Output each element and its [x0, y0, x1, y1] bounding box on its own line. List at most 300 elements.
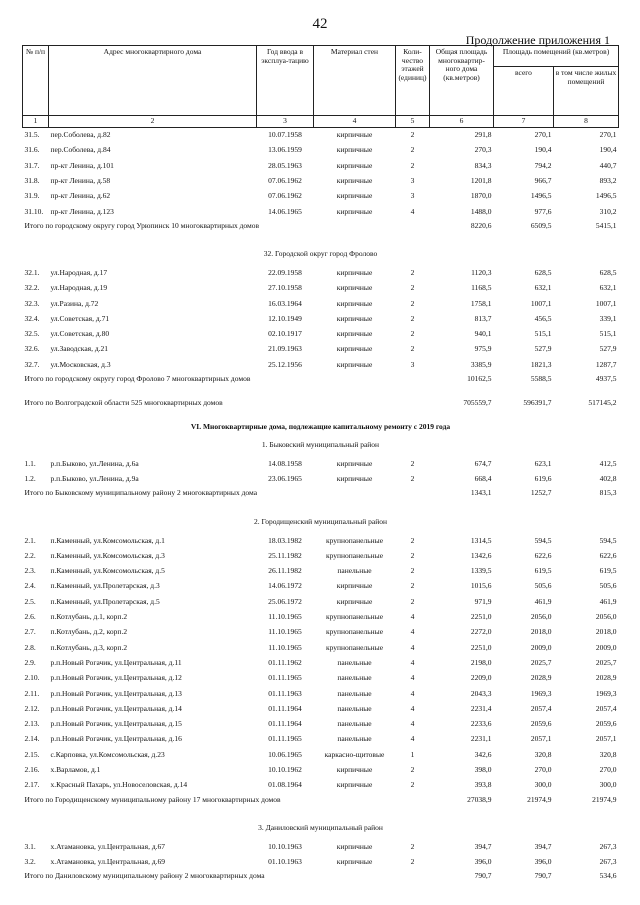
row-total-area: 1314,5: [470, 535, 492, 545]
row-address: ул.Советская, д.80: [50, 329, 110, 339]
column-number: 6: [430, 116, 494, 128]
row-total-area: 1201,8: [470, 176, 492, 186]
row-area-all: 2057,4: [530, 703, 552, 713]
table-body: [23, 127, 619, 893]
section-heading: [23, 243, 619, 265]
total-area: 10162,5: [467, 373, 492, 383]
row-year: 10.07.1958: [268, 130, 302, 140]
section-label: 32. Городской округ город Фролово: [263, 249, 378, 259]
row-area-living: 1287,7: [595, 359, 617, 369]
section-label: 2. Городищенский муниципальный район: [254, 516, 387, 526]
row-total-area: 2272,0: [470, 627, 492, 637]
row-year: 25.11.1982: [268, 550, 302, 560]
table-row: [23, 295, 619, 310]
row-floors: 2: [410, 283, 415, 293]
row-area-living: 270,1: [599, 130, 617, 140]
table-row: [23, 640, 619, 655]
row-number: 2.5.: [24, 596, 36, 606]
row-floors: 2: [410, 130, 415, 140]
row-total-area: 291,8: [474, 130, 492, 140]
row-address: р.п.Новый Рогачик, ул.Центральная, д.15: [50, 719, 182, 729]
row-floors: 2: [410, 581, 415, 591]
row-year: 10.06.1965: [268, 749, 302, 759]
row-number: 32.7.: [24, 359, 40, 369]
row-address: р.п.Быково, ул.Ленина, д.6а: [50, 459, 139, 468]
row-material: кирпичные: [336, 474, 373, 484]
total-label: Итого по Волгоградской области 525 многоквартирных домов: [24, 397, 223, 407]
row-material: кирпичные: [336, 329, 373, 339]
row-material: кирпичные: [336, 298, 373, 308]
row-material: кирпичные: [336, 856, 373, 866]
row-material: кирпичные: [336, 206, 373, 216]
row-floors: 4: [410, 206, 415, 216]
row-floors: 2: [410, 459, 415, 468]
header-floors: Коли-чество этажей (единиц): [396, 46, 430, 116]
row-address: х.Красный Пахарь, ул.Новоселовская, д.14: [50, 780, 188, 790]
row-area-all: 2059,6: [530, 719, 552, 729]
column-number: 5: [396, 116, 430, 128]
row-total-area: 2251,0: [470, 642, 492, 652]
row-area-living: 440,7: [599, 160, 617, 170]
row-address: п.Каменный, ул.Комсомольская, д.1: [50, 535, 165, 545]
section-label: VI. Многоквартирные дома, подлежащие капитальному ремонту с 2019 года: [190, 422, 451, 432]
row-total-area: 342,6: [474, 749, 492, 759]
total-area: 27038,9: [467, 794, 492, 804]
row-year: 21.09.1963: [268, 344, 302, 354]
row-material: кирпичные: [336, 359, 373, 369]
total-label: Итого по Быковскому муниципальному району 2 многоквартирных дома: [24, 488, 258, 498]
total-area-all: 21974,9: [527, 794, 552, 804]
row-address: х.Атамановка, ул.Центральная, д.69: [50, 856, 166, 866]
row-address: п.Котлубань, д.3, корп.2: [50, 642, 128, 652]
row-address: пр-кт Ленина, д.62: [50, 191, 111, 201]
row-total-area: 2231,1: [470, 734, 492, 744]
row-area-all: 1496,5: [530, 191, 552, 201]
table-row: [23, 357, 619, 372]
row-year: 13.06.1959: [268, 145, 302, 155]
row-area-living: 632,1: [599, 283, 617, 293]
row-area-living: 619,5: [599, 566, 617, 576]
row-number: 2.6.: [24, 612, 36, 622]
table-row: [23, 839, 619, 854]
row-area-living: 2028,9: [595, 673, 617, 683]
row-address: р.п.Быково, ул.Ленина, д.9а: [50, 474, 139, 484]
row-material: кирпичные: [336, 176, 373, 186]
row-material: крупнопанельные: [325, 612, 384, 622]
row-total-area: 1758,1: [470, 298, 492, 308]
row-year: 01.11.1962: [268, 657, 302, 667]
row-floors: 4: [410, 627, 415, 637]
row-floors: 2: [410, 145, 415, 155]
total-area-all: 596391,7: [523, 397, 552, 407]
row-total-area: 940,1: [474, 329, 492, 339]
table-row: [23, 548, 619, 563]
row-number: 2.1.: [24, 535, 36, 545]
row-number: 3.1.: [24, 841, 36, 851]
row-number: 32.4.: [24, 313, 40, 323]
row-area-all: 2018,0: [530, 627, 552, 637]
row-area-living: 622,6: [599, 550, 617, 560]
row-year: 11.10.1965: [268, 627, 302, 637]
table-row: [23, 609, 619, 624]
row-floors: 4: [410, 673, 415, 683]
row-address: с.Карповка, ул.Комсомольская, д.23: [50, 749, 165, 759]
table-row: [23, 747, 619, 762]
row-address: п.Каменный, ул.Пролетарская, д.5: [50, 596, 160, 606]
row-area-all: 632,1: [534, 283, 552, 293]
total-area-living: 815,3: [599, 488, 617, 498]
row-number: 32.2.: [24, 283, 40, 293]
total-area-all: 1252,7: [530, 488, 552, 498]
row-year: 12.10.1949: [268, 313, 302, 323]
row-floors: 4: [410, 688, 415, 698]
row-total-area: 393,8: [474, 780, 492, 790]
table-row: [23, 471, 619, 486]
header-all: всего: [494, 67, 554, 116]
row-floors: 2: [410, 535, 415, 545]
row-address: ул.Советская, д.71: [50, 313, 110, 323]
row-total-area: 1870,0: [470, 191, 492, 201]
table-row: [23, 563, 619, 578]
row-material: панельные: [337, 703, 372, 713]
table-row: [23, 854, 619, 869]
row-address: х.Атамановка, ул.Центральная, д.67: [50, 841, 166, 851]
table-row: [23, 731, 619, 746]
row-floors: 2: [410, 856, 415, 866]
row-year: 22.09.1958: [268, 267, 302, 277]
row-area-all: 977,6: [534, 206, 552, 216]
total-area-all: 5588,5: [530, 373, 552, 383]
row-floors: 1: [410, 749, 415, 759]
row-total-area: 396,0: [474, 856, 492, 866]
row-area-all: 2025,7: [530, 657, 552, 667]
table-row: [23, 265, 619, 280]
row-year: 01.08.1964: [268, 780, 302, 790]
table-row: [23, 624, 619, 639]
row-area-living: 270,0: [599, 765, 617, 775]
row-floors: 4: [410, 734, 415, 744]
row-address: п.Каменный, ул.Комсомольская, д.5: [50, 566, 165, 576]
row-floors: 3: [410, 191, 415, 201]
row-year: 10.10.1963: [268, 841, 302, 851]
row-area-living: 594,5: [599, 535, 617, 545]
total-area: 8220,6: [470, 220, 492, 230]
row-area-all: 794,2: [534, 160, 552, 170]
row-area-all: 515,1: [534, 329, 552, 339]
table-row: [23, 127, 619, 142]
row-area-all: 396,0: [534, 856, 552, 866]
row-year: 26.11.1982: [268, 566, 302, 576]
row-number: 32.6.: [24, 344, 40, 354]
row-material: кирпичные: [336, 283, 373, 293]
table-row: [23, 532, 619, 547]
row-area-living: 267,3: [599, 841, 617, 851]
row-area-living: 190,4: [599, 145, 617, 155]
row-number: 2.10.: [24, 673, 40, 683]
row-number: 31.10.: [24, 206, 44, 216]
total-row: [23, 396, 619, 420]
section-label: 1. Быковский муниципальный район: [261, 440, 380, 450]
row-year: 01.11.1965: [268, 673, 302, 683]
table-row: [23, 578, 619, 593]
table-row: [23, 173, 619, 188]
row-material: кирпичные: [336, 267, 373, 277]
row-floors: 4: [410, 657, 415, 667]
row-floors: 2: [410, 780, 415, 790]
row-area-living: 2057,4: [595, 703, 617, 713]
row-material: панельные: [337, 719, 372, 729]
row-area-living: 339,1: [599, 313, 617, 323]
row-number: 2.4.: [24, 581, 36, 591]
table-row: [23, 280, 619, 295]
row-number: 2.7.: [24, 627, 36, 637]
row-area-all: 1007,1: [530, 298, 552, 308]
row-floors: 2: [410, 329, 415, 339]
header-premises-area: Площадь помещений (кв.метров): [494, 46, 619, 67]
continuation-label: Продолжение приложения 1: [465, 33, 610, 47]
chapter-heading: [23, 420, 619, 434]
row-area-living: 1496,5: [595, 191, 617, 201]
row-address: р.п.Новый Рогачик, ул.Центральная, д.13: [50, 688, 182, 698]
row-area-all: 2028,9: [530, 673, 552, 683]
row-number: 2.13.: [24, 719, 40, 729]
row-address: р.п.Новый Рогачик, ул.Центральная, д.14: [50, 703, 182, 713]
row-area-living: 412,5: [599, 459, 617, 468]
row-material: кирпичные: [336, 780, 373, 790]
row-floors: 4: [410, 703, 415, 713]
row-number: 2.2.: [24, 550, 36, 560]
row-area-living: 461,9: [599, 596, 617, 606]
row-floors: 2: [410, 344, 415, 354]
row-area-living: 1007,1: [595, 298, 617, 308]
row-material: панельные: [337, 688, 372, 698]
table-row: [23, 311, 619, 326]
table-row: [23, 456, 619, 471]
row-area-all: 623,1: [534, 459, 552, 468]
total-row: [23, 219, 619, 243]
total-row: [23, 869, 619, 893]
header-number: № п/п: [23, 46, 49, 116]
row-total-area: 834,3: [474, 160, 492, 170]
row-area-living: 505,6: [599, 581, 617, 591]
row-area-all: 2057,1: [530, 734, 552, 744]
column-number: 2: [49, 116, 257, 128]
table-row: [23, 762, 619, 777]
row-material: панельные: [337, 673, 372, 683]
row-number: 1.1.: [24, 459, 36, 468]
row-total-area: 2251,0: [470, 612, 492, 622]
total-area: 1343,1: [470, 488, 492, 498]
row-area-all: 505,6: [534, 581, 552, 591]
row-material: кирпичные: [336, 145, 373, 155]
row-number: 31.6.: [24, 145, 40, 155]
row-material: панельные: [337, 734, 372, 744]
row-year: 25.06.1972: [268, 596, 302, 606]
row-year: 27.10.1958: [268, 283, 302, 293]
row-address: пер.Соболева, д.84: [50, 145, 111, 155]
total-area-living: 517145,2: [588, 397, 617, 407]
row-total-area: 270,3: [474, 145, 492, 155]
header-material: Материал стен: [314, 46, 396, 116]
row-area-all: 320,8: [534, 749, 552, 759]
table-row: [23, 777, 619, 792]
row-material: кирпичные: [336, 313, 373, 323]
row-number: 2.15.: [24, 749, 40, 759]
row-area-all: 1821,3: [530, 359, 552, 369]
row-total-area: 2043,3: [470, 688, 492, 698]
row-floors: 4: [410, 612, 415, 622]
row-address: пр-кт Ленина, д.58: [50, 176, 111, 186]
row-year: 11.10.1965: [268, 612, 302, 622]
row-area-living: 320,8: [599, 749, 617, 759]
column-number: 4: [314, 116, 396, 128]
total-label: Итого по Городищенскому муниципальному району 17 многоквартирных домов: [24, 794, 281, 804]
row-number: 3.2.: [24, 856, 36, 866]
row-material: кирпичные: [336, 160, 373, 170]
row-area-living: 2025,7: [595, 657, 617, 667]
row-address: ул.Народная, д.17: [50, 267, 108, 277]
row-area-all: 270,1: [534, 130, 552, 140]
row-area-all: 619,5: [534, 566, 552, 576]
row-address: ул.Заводская, д.21: [50, 344, 109, 354]
row-address: ул.Народная, д.19: [50, 283, 108, 293]
table-row: [23, 326, 619, 341]
row-area-living: 402,8: [599, 474, 617, 484]
total-row: [23, 372, 619, 396]
row-area-all: 527,9: [534, 344, 552, 354]
row-year: 02.10.1917: [268, 329, 302, 339]
row-floors: 2: [410, 160, 415, 170]
row-number: 2.8.: [24, 642, 36, 652]
row-material: крупнопанельные: [325, 550, 384, 560]
header-total-area: Общая площадь многоквартир-ного дома (кв.метров): [430, 46, 494, 116]
row-floors: 4: [410, 719, 415, 729]
row-floors: 2: [410, 267, 415, 277]
row-area-all: 190,4: [534, 145, 552, 155]
row-area-living: 2018,0: [595, 627, 617, 637]
row-material: панельные: [337, 566, 372, 576]
row-year: 10.10.1962: [268, 765, 302, 775]
row-year: 28.05.1963: [268, 160, 302, 170]
table-row: [23, 670, 619, 685]
row-year: 23.06.1965: [268, 474, 302, 484]
row-total-area: 394,7: [474, 841, 492, 851]
table-row: [23, 685, 619, 700]
row-number: 2.9.: [24, 657, 36, 667]
row-year: 07.06.1962: [268, 191, 302, 201]
row-area-living: 1969,3: [595, 688, 617, 698]
row-material: крупнопанельные: [325, 627, 384, 637]
row-total-area: 2233,6: [470, 719, 492, 729]
row-material: крупнопанельные: [325, 535, 384, 545]
row-total-area: 2231,4: [470, 703, 492, 713]
row-year: 07.06.1962: [268, 176, 302, 186]
housing-table: [22, 45, 619, 893]
row-area-living: 628,5: [599, 267, 617, 277]
row-area-living: 2059,6: [595, 719, 617, 729]
row-number: 1.2.: [24, 474, 36, 484]
row-year: 01.11.1965: [268, 734, 302, 744]
row-total-area: 674,7: [474, 459, 492, 468]
row-floors: 2: [410, 765, 415, 775]
table-header: [23, 46, 619, 128]
total-label: Итого по городскому округу город Урюпинск 10 многоквартирных домов: [24, 220, 260, 230]
row-year: 01.10.1963: [268, 856, 302, 866]
row-area-all: 394,7: [534, 841, 552, 851]
row-address: п.Котлубань, д.2, корп.2: [50, 627, 128, 637]
total-area-living: 4937,5: [595, 373, 617, 383]
column-number: 7: [494, 116, 554, 128]
row-number: 31.9.: [24, 191, 40, 201]
row-number: 31.8.: [24, 176, 40, 186]
table-row: [23, 655, 619, 670]
row-area-living: 2057,1: [595, 734, 617, 744]
row-number: 2.14.: [24, 734, 40, 744]
row-material: кирпичные: [336, 596, 373, 606]
row-number: 32.1.: [24, 267, 40, 277]
row-area-living: 893,2: [599, 176, 617, 186]
row-floors: 2: [410, 596, 415, 606]
row-area-all: 628,5: [534, 267, 552, 277]
row-total-area: 2198,0: [470, 657, 492, 667]
row-number: 2.12.: [24, 703, 40, 713]
row-floors: 2: [410, 566, 415, 576]
row-material: крупнопанельные: [325, 642, 384, 652]
total-area: 790,7: [474, 871, 492, 881]
row-area-all: 2056,0: [530, 612, 552, 622]
row-year: 01.11.1964: [268, 719, 302, 729]
row-total-area: 668,4: [474, 474, 492, 484]
row-year: 11.10.1965: [268, 642, 302, 652]
table-row: [23, 142, 619, 157]
table-row: [23, 188, 619, 203]
row-number: 2.3.: [24, 566, 36, 576]
row-total-area: 1342,6: [470, 550, 492, 560]
row-address: пр-кт Ленина, д.123: [50, 206, 114, 216]
table-row: [23, 701, 619, 716]
row-total-area: 1339,5: [470, 566, 492, 576]
total-area-living: 5415,1: [595, 220, 617, 230]
row-floors: 2: [410, 474, 415, 484]
row-material: каркасно-щитовые: [324, 749, 385, 759]
header-address: Адрес многоквартирного дома: [49, 46, 257, 116]
row-total-area: 3385,9: [470, 359, 492, 369]
row-floors: 2: [410, 550, 415, 560]
column-number: 1: [23, 116, 49, 128]
header-year: Год ввода в эксплуа-тацию: [257, 46, 314, 116]
row-area-all: 456,5: [534, 313, 552, 323]
total-area: 705559,7: [463, 397, 492, 407]
row-address: р.п.Новый Рогачик, ул.Центральная, д.16: [50, 734, 182, 744]
table-row: [23, 341, 619, 356]
table-row: [23, 594, 619, 609]
row-year: 01.11.1964: [268, 703, 302, 713]
row-number: 2.17.: [24, 780, 40, 790]
row-area-living: 2009,0: [595, 642, 617, 652]
section-heading: [23, 510, 619, 532]
row-number: 32.5.: [24, 329, 40, 339]
row-year: 18.03.1982: [268, 535, 302, 545]
row-address: х.Варламов, д.1: [50, 765, 101, 775]
row-year: 14.06.1965: [268, 206, 302, 216]
table-row: [23, 716, 619, 731]
row-area-all: 1969,3: [530, 688, 552, 698]
section-heading: [23, 817, 619, 839]
row-area-all: 2009,0: [530, 642, 552, 652]
row-floors: 3: [410, 359, 415, 369]
row-floors: 3: [410, 176, 415, 186]
row-area-all: 461,9: [534, 596, 552, 606]
